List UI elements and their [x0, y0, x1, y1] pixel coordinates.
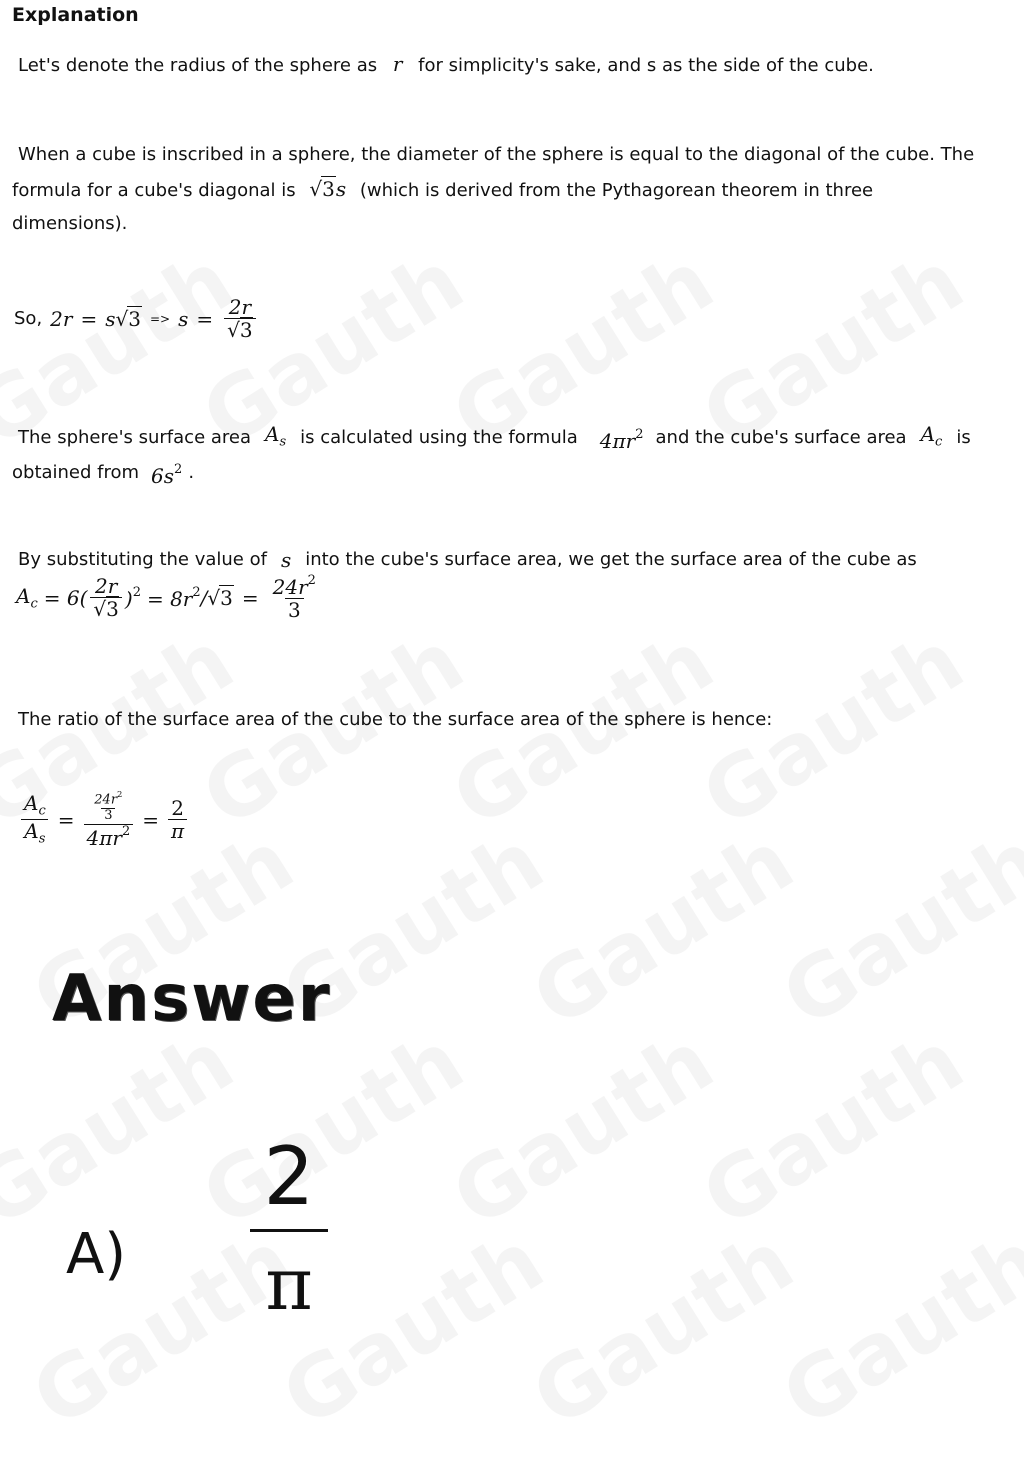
p4-text-mid2: and the cube's surface area [655, 427, 907, 449]
answer-heading: Answer [52, 962, 332, 1036]
eq-equals: = [80, 307, 98, 331]
paragraph-diagonal-line3: dimensions). [12, 213, 128, 234]
paragraph-radius [18, 52, 874, 78]
watermark [186, 1012, 480, 1246]
equation-cube-area [16, 574, 322, 622]
eq-part4: /√3 [200, 585, 233, 610]
cube-area-formula: $6s^2$ [151, 462, 183, 488]
ratio-middle: $\frac{\frac{24r^2}{3}}{4\pi r^2}$ [84, 790, 134, 849]
p4-line2-pre: obtained from [12, 461, 140, 483]
paragraph-diagonal-line1: When a cube is inscribed in a sphere, the diameter of the sphere is equal to the diagonal of the cube. The [18, 144, 975, 165]
ratio-eq2: = [142, 807, 159, 832]
paragraph-ratio: The ratio of the surface area of the cube to the surface area of the sphere is hence: [18, 709, 773, 730]
eq-fraction2: $\frac{24r^2}{3}$ [272, 573, 316, 622]
eq-part2: )$^2$ [124, 585, 141, 611]
eq-lhs: 2r [50, 307, 73, 331]
p4-text-post: is [956, 427, 971, 449]
Ac-symbol: $A_c$ [920, 422, 943, 450]
paragraph-substitute [18, 548, 917, 572]
p2-text-post: (which is derived from the Pythagorean theorem in three [359, 180, 874, 201]
p2-text-pre: formula for a cube's diagonal is [12, 180, 296, 201]
paragraph-surface-area-line2 [12, 458, 194, 488]
answer-fraction-bar [250, 1229, 328, 1232]
explanation-heading: Explanation [12, 4, 139, 26]
p1-text-pre: Let's denote the radius of the sphere as [18, 55, 378, 76]
watermark [766, 812, 1024, 1046]
p1-text-post: for simplicity's sake, and s as the side of the cube. [418, 55, 874, 76]
fraction-s: $\frac{2r}{√3}$ [224, 296, 255, 342]
watermark [766, 1212, 1024, 1446]
paragraph-surface-area-line1 [18, 422, 971, 455]
watermark [0, 1012, 250, 1246]
ratio-lhs: $\frac{A_c}{A_s}$ [21, 792, 49, 847]
answer-numerator: 2 [263, 1130, 315, 1223]
diagonal-formula: √3s [309, 177, 347, 201]
equation-side: So, 2r = s √3 => s = $\frac{2r}{√3}$ [14, 296, 259, 342]
eq-s2: s [178, 307, 189, 331]
eq-radicand: 3 [128, 307, 141, 331]
eq-equals2: = [196, 307, 214, 331]
diag-s: s [335, 177, 347, 201]
eq-s: s [105, 307, 116, 331]
eq-part5: = [241, 585, 259, 610]
answer-fraction [250, 1130, 328, 1326]
fraction-s-num: 2r [228, 295, 252, 319]
p4-text-mid1: is calculated using the formula [300, 427, 578, 449]
eq-part3: = $8r^2$ [146, 585, 201, 611]
diag-radicand: 3 [322, 177, 335, 201]
watermark [686, 1012, 980, 1246]
answer-denominator: π [265, 1242, 313, 1326]
p4-line2-post: . [188, 461, 195, 483]
eq-part1: = 6( [43, 585, 88, 610]
equation-ratio [18, 790, 190, 849]
watermark [516, 1212, 810, 1446]
p5-text-post: into the cube's surface area, we get the surface area of the cube as [305, 549, 917, 570]
watermark [516, 812, 810, 1046]
so-label: So, [14, 308, 43, 329]
As-symbol: $A_s$ [265, 422, 287, 450]
p5-text-pre: By substituting the value of [18, 549, 267, 570]
implies-arrow: => [149, 312, 171, 326]
var-s: s [280, 548, 292, 572]
fraction-s-den: 3 [239, 318, 253, 342]
eq-Ac: $A_c$ [16, 584, 38, 612]
ratio-result: $\frac{2}{\pi}$ [168, 797, 187, 843]
ratio-eq1: = [57, 807, 75, 832]
p4-text-pre: The sphere's surface area [18, 427, 251, 449]
answer-option-label: A) [66, 1222, 127, 1287]
paragraph-diagonal-line2 [12, 177, 873, 203]
var-r: r [392, 52, 403, 76]
eq-fraction1: $\frac{2r}{√3}$ [90, 575, 121, 621]
sphere-area-formula: $4\pi r^2$ [599, 427, 644, 454]
watermark [436, 1012, 730, 1246]
